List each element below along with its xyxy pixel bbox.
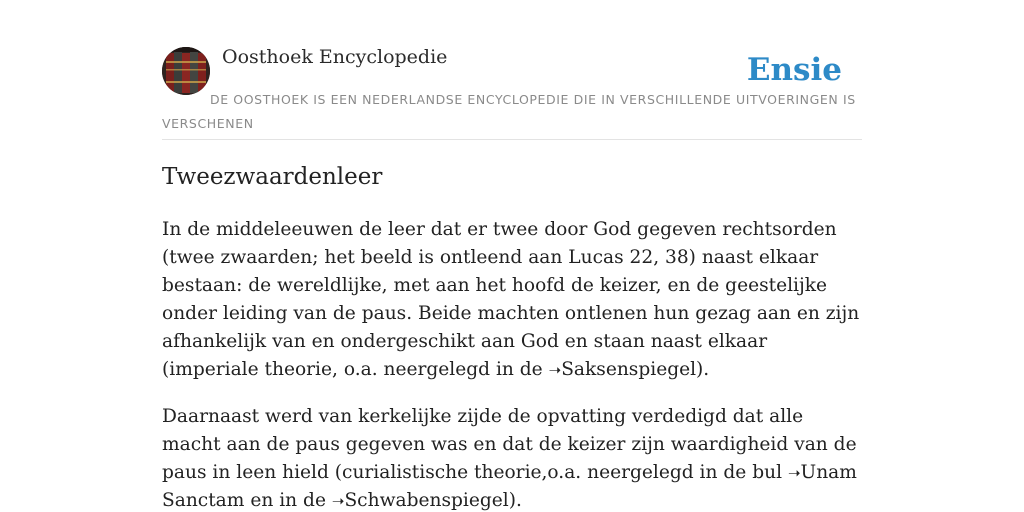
site-header bbox=[162, 0, 862, 140]
arrow-right-icon: ➝ bbox=[787, 464, 801, 482]
arrow-right-icon: ➝ bbox=[331, 492, 345, 510]
site-tagline: DE OOSTHOEK IS EEN NEDERLANDSE ENCYCLOPEDIE DIE IN VERSCHILLENDE UITVOERINGEN IS VERSCHENEN bbox=[162, 92, 856, 131]
paragraph-text: ). bbox=[508, 490, 522, 511]
paragraph-text: en in de bbox=[244, 490, 332, 511]
arrow-right-icon: ➝ bbox=[548, 361, 562, 379]
paragraph-text: ). bbox=[696, 359, 710, 380]
paragraph-text: Daarnaast werd van kerkelijke zijde de opvatting verdedigd dat alle macht aan de paus gegeven was en dat de keizer zijn waardigheid van de paus in leen hield (curialistische theorie,o.a. neergelegd in de bul bbox=[162, 406, 857, 483]
paragraph-2 bbox=[162, 403, 867, 512]
reference-label: Schwabenspiegel bbox=[344, 490, 509, 511]
reference-label: Unam Sanctam bbox=[162, 462, 857, 511]
page-container bbox=[162, 0, 862, 511]
reference-link-schwabenspiegel[interactable] bbox=[332, 490, 509, 511]
reference-label: Saksenspiegel bbox=[561, 359, 697, 380]
brand-logo[interactable]: Ensie bbox=[746, 52, 842, 88]
article-body bbox=[162, 216, 867, 512]
paragraph-text: In de middeleeuwen de leer dat er twee door God gegeven rechtsorden (twee zwaarden; het beeld is ontleend aan Lucas 22, 38) naast elkaar bestaan: de wereldlijke, met aan het hoofd de keizer, en de geestelijke onder leiding van de paus. Beide machten ontlenen hun gezag aan en zijn afhankelijk van en ondergeschikt aan God en staan naast elkaar (imperiale theorie, o.a. neergelegd in de bbox=[162, 219, 860, 380]
reference-link-saksenspiegel[interactable] bbox=[549, 359, 696, 380]
site-name[interactable]: Oosthoek Encyclopedie bbox=[222, 46, 448, 68]
page-title: Tweezwaardenleer bbox=[162, 164, 383, 190]
paragraph-1 bbox=[162, 216, 867, 384]
